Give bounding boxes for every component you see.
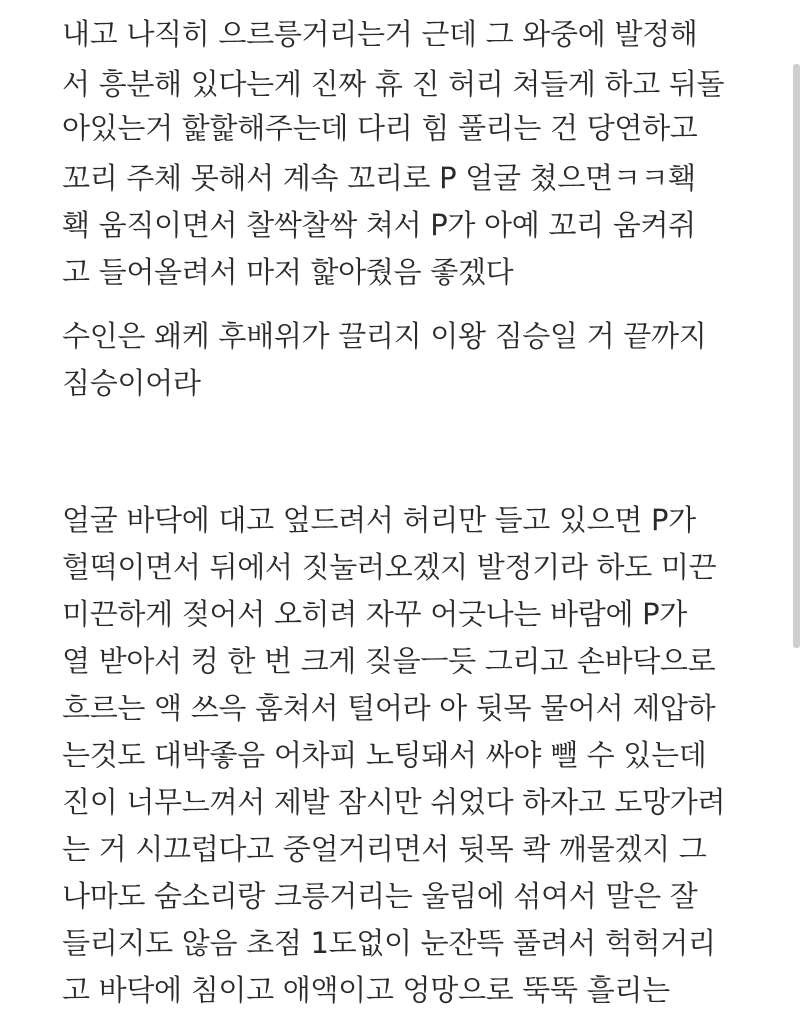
post-text-line: 얼굴 바닥에 대고 엎드려서 허리만 들고 있으면 P가 [62, 503, 696, 537]
post-text-line: 헐떡이면서 뒤에서 짓눌러오겠지 발정기라 하도 미끈 [62, 550, 717, 584]
post-text-line: 흐르는 액 쓰윽 훔쳐서 털어라 아 뒷목 물어서 제압하 [62, 691, 716, 725]
post-text-line: 수인은 왜케 후배위가 끌리지 이왕 짐승일 거 끝까지 [62, 319, 707, 353]
post-text-line: 짐승이어라 [62, 366, 201, 400]
post-text-line: 내고 나직히 으르릉거리는거 근데 그 와중에 발정해 [62, 17, 698, 51]
post-text-line: 고 바닥에 침이고 애액이고 엉망으로 뚝뚝 흘리는 [62, 973, 670, 1007]
post-text-line: 진이 너무느껴서 제발 잠시만 쉬었다 하자고 도망가려 [62, 785, 726, 819]
post-text-line: 꼬리 주체 못해서 계속 꼬리로 P 얼굴 쳤으면ㅋㅋ홱 [62, 161, 696, 195]
post-text-line: 는것도 대박좋음 어차피 노팅돼서 싸야 뺄 수 있는데 [62, 738, 707, 772]
scrollbar[interactable] [793, 64, 800, 648]
post-text-line: 는 거 시끄럽다고 중얼거리면서 뒷목 콱 깨물겠지 그 [62, 832, 707, 866]
post-text-line: 아있는거 핥핥해주는데 다리 힘 풀리는 건 당연하고 [62, 111, 698, 145]
post-text-line: 홱 움직이면서 찰싹찰싹 쳐서 P가 아예 꼬리 움켜쥐 [62, 208, 696, 242]
post-text-line: 열 받아서 컹 한 번 크게 짖을ㅡ듯 그리고 손바닥으로 [62, 644, 716, 678]
post-text-line: 나마도 숨소리랑 크릉거리는 울림에 섞여서 말은 잘 [62, 879, 698, 913]
post-text-line: 들리지도 않음 초점 1도없이 눈잔뜩 풀려서 헉헉거리 [62, 926, 716, 960]
post-text-line: 고 들어올려서 마저 핥아줬음 좋겠다 [62, 255, 514, 289]
post-text-line: 서 흥분해 있다는게 진짜 휴 진 허리 쳐들게 하고 뒤돌 [62, 67, 725, 101]
post-text-line: 미끈하게 젖어서 오히려 자꾸 어긋나는 바람에 P가 [62, 597, 687, 631]
